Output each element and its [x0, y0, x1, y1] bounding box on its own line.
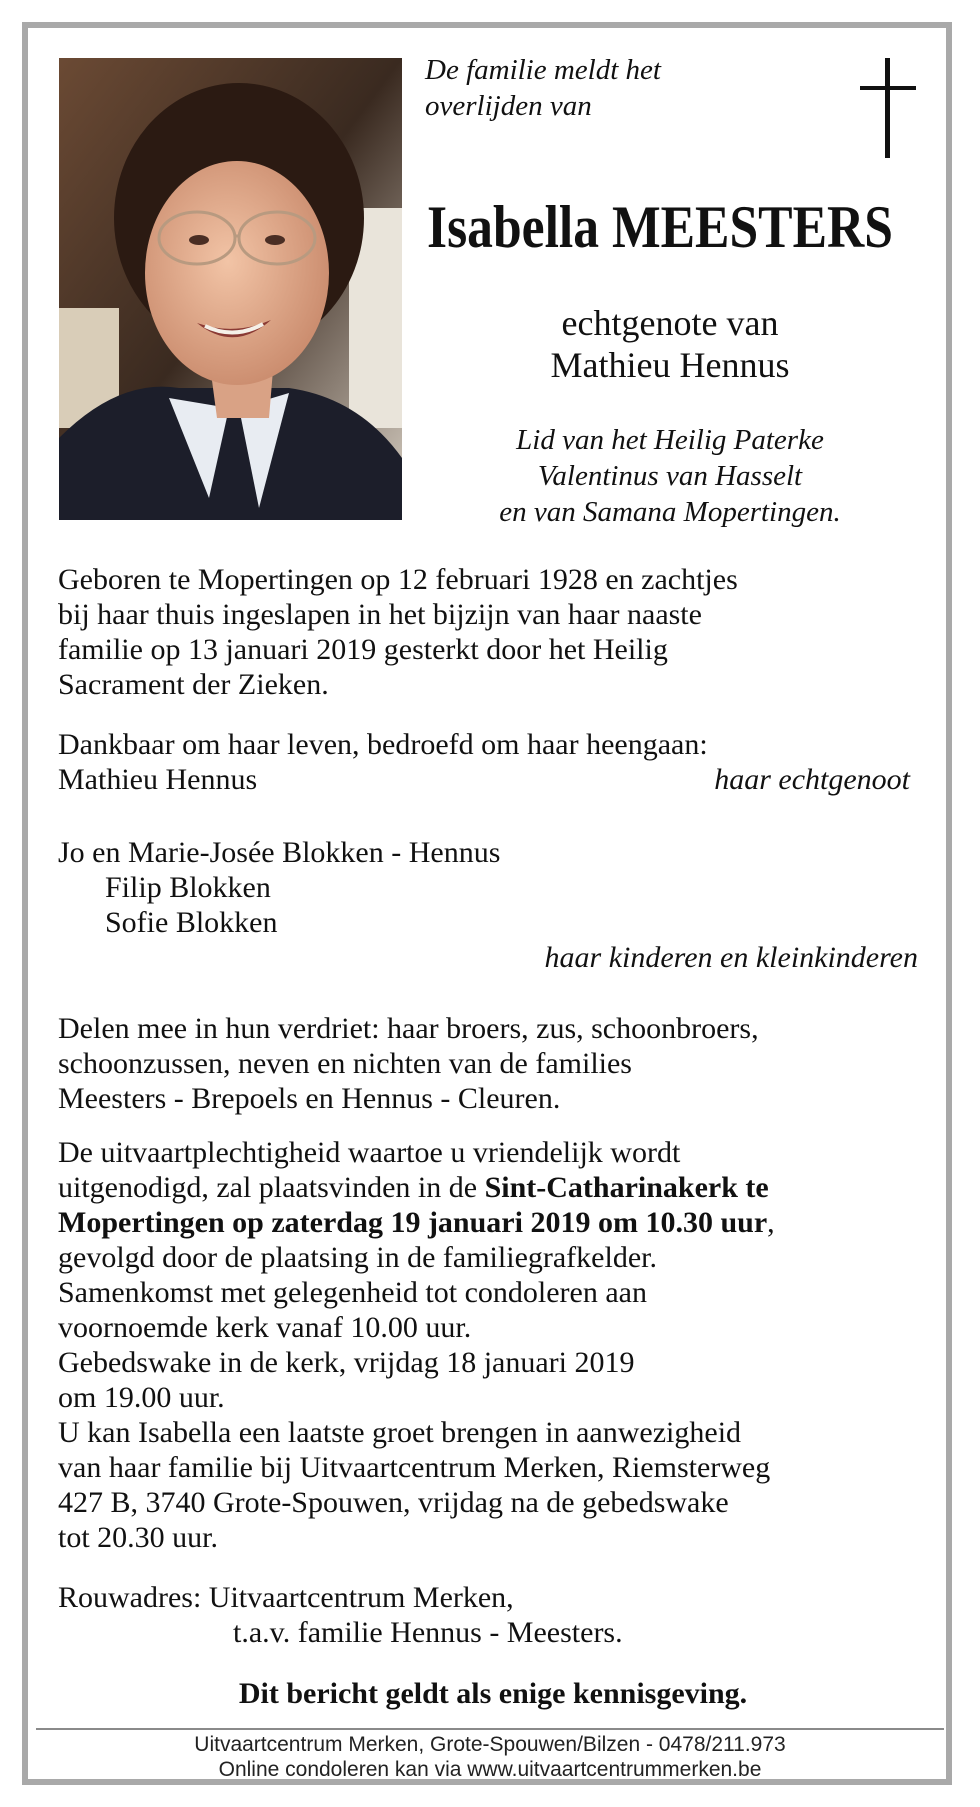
text-line: om 19.00 uur. — [58, 1381, 225, 1414]
children-relation: haar kinderen en kleinkinderen — [544, 941, 918, 974]
text-line: Samenkomst met gelegenheid tot condoleren aan — [58, 1276, 647, 1309]
grandchild-name: Filip Blokken — [105, 871, 271, 904]
cross-icon — [860, 58, 916, 158]
spouse-line: echtgenote van — [561, 303, 779, 343]
address-line: Rouwadres: Uitvaartcentrum Merken, — [58, 1581, 514, 1614]
intro-text — [425, 52, 661, 124]
text-line: bij haar thuis ingeslapen in het bijzijn van haar naaste — [58, 598, 702, 631]
grandchild-name: Sofie Blokken — [105, 906, 278, 939]
text-line: gevolgd door de plaatsing in de familiegrafkelder. — [58, 1241, 657, 1274]
deceased-name: Isabella MEESTERS — [427, 194, 893, 260]
children-section — [58, 835, 928, 975]
spouse-name: Mathieu Hennus — [58, 763, 258, 796]
grateful-line: Dankbaar om haar leven, bedroefd om haar heengaan: — [58, 728, 708, 761]
spouse-name: Mathieu Hennus — [550, 345, 790, 385]
footer-divider — [36, 1728, 944, 1730]
church-name: Sint-Catharinakerk te — [484, 1171, 769, 1204]
address-line: t.a.v. familie Hennus - Meesters. — [233, 1616, 623, 1649]
text-line — [58, 1170, 928, 1205]
text-line: Geboren te Mopertingen op 12 februari 1928 en zachtjes — [58, 563, 738, 596]
mourning-address — [58, 1580, 928, 1650]
text-line: Sacrament der Zieken. — [58, 668, 329, 701]
text-line: schoonzussen, neven en nichten van de families — [58, 1047, 632, 1080]
notice-text: Dit bericht geldt als enige kennisgeving. — [238, 1677, 748, 1710]
intro-line: overlijden van — [425, 90, 592, 122]
membership-line: Valentinus van Hasselt — [537, 460, 803, 492]
spouse-row — [58, 762, 928, 797]
portrait-illustration — [59, 58, 402, 520]
footer-line: Uitvaartcentrum Merken, Grote-Spouwen/Bilzen - 0478/211.973 — [194, 1733, 786, 1756]
sympathy-paragraph — [58, 1011, 928, 1116]
funeral-paragraph — [58, 1135, 928, 1555]
text-line: tot 20.30 uur. — [58, 1521, 219, 1554]
funeral-datetime: Mopertingen op zaterdag 19 januari 2019 om 10.30 uur — [58, 1206, 768, 1239]
text-line: U kan Isabella een laatste groet brengen in aanwezigheid — [58, 1416, 742, 1449]
text-line: familie op 13 januari 2019 gesterkt door het Heilig — [58, 633, 668, 666]
footer-line: Online condoleren kan via www.uitvaartcentrummerken.be — [218, 1758, 762, 1781]
text-line: van haar familie bij Uitvaartcentrum Merken, Riemsterweg — [58, 1451, 771, 1484]
spouse-info — [420, 302, 920, 386]
text-line: voornoemde kerk vanaf 10.00 uur. — [58, 1311, 472, 1344]
birth-death-paragraph — [58, 562, 928, 702]
text-line — [58, 1205, 928, 1240]
portrait-photo — [59, 58, 402, 520]
spouse-relation: haar echtgenoot — [714, 763, 910, 796]
membership-line: Lid van het Heilig Paterke — [516, 424, 824, 456]
text-normal: , — [767, 1206, 775, 1239]
intro-line: De familie meldt het — [425, 54, 661, 86]
text-normal: uitgenodigd, zal plaatsvinden in de — [58, 1171, 485, 1204]
footer — [36, 1732, 944, 1782]
family-section — [58, 727, 928, 797]
text-line: De uitvaartplechtigheid waartoe u vriendelijk wordt — [58, 1136, 681, 1169]
membership-line: en van Samana Mopertingen. — [499, 496, 841, 528]
children-line: Jo en Marie-Josée Blokken - Hennus — [58, 836, 501, 869]
text-line: Gebedswake in de kerk, vrijdag 18 januari 2019 — [58, 1346, 635, 1379]
membership-info — [420, 422, 920, 530]
text-line: 427 B, 3740 Grote-Spouwen, vrijdag na de gebedswake — [58, 1486, 729, 1519]
text-line: Delen mee in hun verdriet: haar broers, zus, schoonbroers, — [58, 1012, 759, 1045]
text-line: Meesters - Brepoels en Hennus - Cleuren. — [58, 1082, 561, 1115]
